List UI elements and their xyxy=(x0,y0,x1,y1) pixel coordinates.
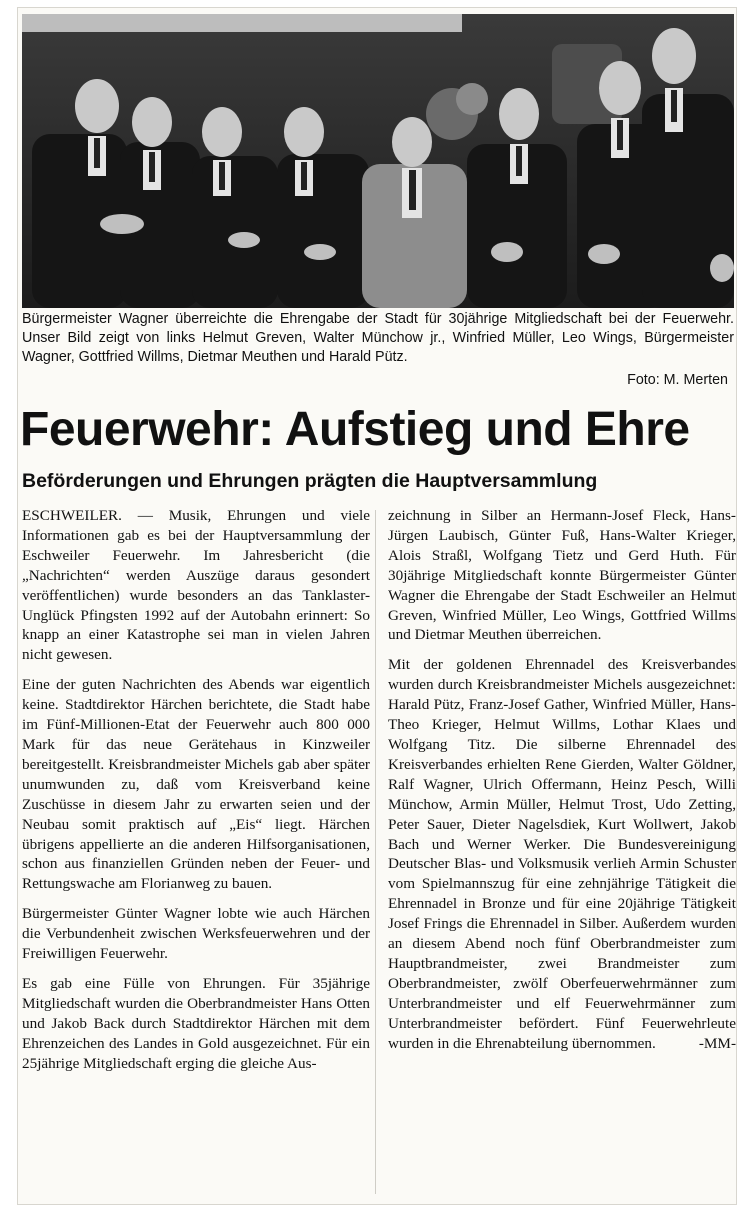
paragraph: zeichnung in Silber an Hermann-Josef Fleck, Hans-Jürgen Laubisch, Günter Fuß, Hans-Walter Krieger, Alois Straßl, Wolfgang Tietz und Gerd Huth. Für 30jährige Mitgliedschaft konnte Bürgermeister Günter Wagner die Ehrengabe der Stadt Eschweiler an Helmut Greven, Winfried Müller, Leo Wings, Gottfried Willms und Dietmar Meuthen überreichen. xyxy=(388,507,736,644)
group-photo-icon xyxy=(22,14,734,308)
article-column-right xyxy=(388,506,736,1063)
paragraph: Eine der guten Nachrichten des Abends war eigentlich keine. Stadtdirektor Härchen berichtete, die Stadt habe im Fünf-Millionen-Etat der Feuerwehr auch 800 000 Mark für das neue Gerätehaus in Kinzweiler bereitgestellt. Kreisbrandmeister Michels gab aber später unumwunden zu, daß vom Kreisverband keine Zuschüsse in diesem Jahr zu erwarten seien und der Neubau somit praktisch auf „Eis“ liegt. Härchen übrigens appellierte an die anderen Hilfsorganisationen, schon aus finanziellen Gründen neben der Feuer- und Rettungswache am Florianweg zu bauen. xyxy=(22,676,370,893)
paragraph: ESCHWEILER. — Musik, Ehrungen und viele Informationen gab es bei der Hauptversammlung der Eschweiler Feuerwehr. Im Jahresbericht (die „Nachrichten“ werden Auszüge daraus gesondert veröffentlichen) wurde besonders an das Tanklaster-Unglück Pfingsten 1992 auf der Autobahn erinnert: So knapp an einer Katastrophe sei man in vielen Jahren nicht gewesen. xyxy=(22,507,370,664)
column-divider xyxy=(375,510,376,1194)
photo-caption xyxy=(22,310,734,367)
photo-credit: Foto: M. Merten xyxy=(627,372,728,388)
caption-text: Bürgermeister Wagner überreichte die Ehrengabe der Stadt für 30jährige Mitgliedschaft bei der Feuerwehr. Unser Bild zeigt von links Helmut Greven, Walter Münchow jr., Winfried Müller, Leo Wings, Bürgermeister Wagner, Gottfried Willms, Dietmar Meuthen und Harald Pütz. xyxy=(22,311,734,365)
group-photo xyxy=(22,14,734,308)
paragraph-text: Mit der goldenen Ehrennadel des Kreisverbandes wurden durch Kreisbrandmeister Michels ausgezeichnet: Harald Pütz, Franz-Josef Gather, Winfried Müller, Hans-Theo Krieger, Helmut Willms, Lothar Klaes und Wolfgang Titz. Die silberne Ehrennadel des Kreisverbandes erhielten Rene Gierden, Walter Göldner, Ralf Wagner, Ulrich Offermann, Heinz Pesch, Willi Münchow, Armin Müller, Helmut Trost, Udo Zetting, Peter Sauer, Dieter Nagelsdiek, Kurt Wollwert, Jakob Bach und Werner Werker. Die Bundesvereinigung Deutscher Blas- und Volksmusik verlieh Armin Schuster vom Spielmannszug für eine zehnjährige Tätigkeit die Ehrennadel in Bronze und für eine 20jährige Tätigkeit Josef Frings die Ehrennadel in Silber. Außerdem wurden an diesem Abend noch fünf Oberbrandmeister zum Hauptbrandmeister, zwei Brandmeister zum Oberbrandmeister, zwölf Oberfeuerwehrmänner zum Unterbrandmeister und elf Feuerwehrmänner zum Unterbrandmeister befördert. Fünf Feuerwehrleute wurden in die Ehrenabteilung übernommen. xyxy=(388,656,736,1052)
paragraph: Bürgermeister Günter Wagner lobte wie auch Härchen die Verbundenheit zwischen Werksfeuerwehren und der Freiwilligen Feuerwehr. xyxy=(22,905,370,963)
paragraph: Es gab eine Fülle von Ehrungen. Für 35jährige Mitgliedschaft wurden die Oberbrandmeister Hans Otten und Jakob Back durch Stadtdirektor Härchen mit dem Ehrenzeichen des Landes in Gold ausgezeichnet. Für ein 25jährige Mitgliedschaft erging die gleiche Aus- xyxy=(22,974,370,1072)
author-signature: -MM- xyxy=(698,1034,736,1052)
paragraph xyxy=(388,655,736,1053)
article-column-left xyxy=(22,506,370,1083)
subheadline: Beförderungen und Ehrungen prägten die Hauptversammlung xyxy=(22,470,598,492)
headline: Feuerwehr: Aufstieg und Ehre xyxy=(20,403,690,456)
